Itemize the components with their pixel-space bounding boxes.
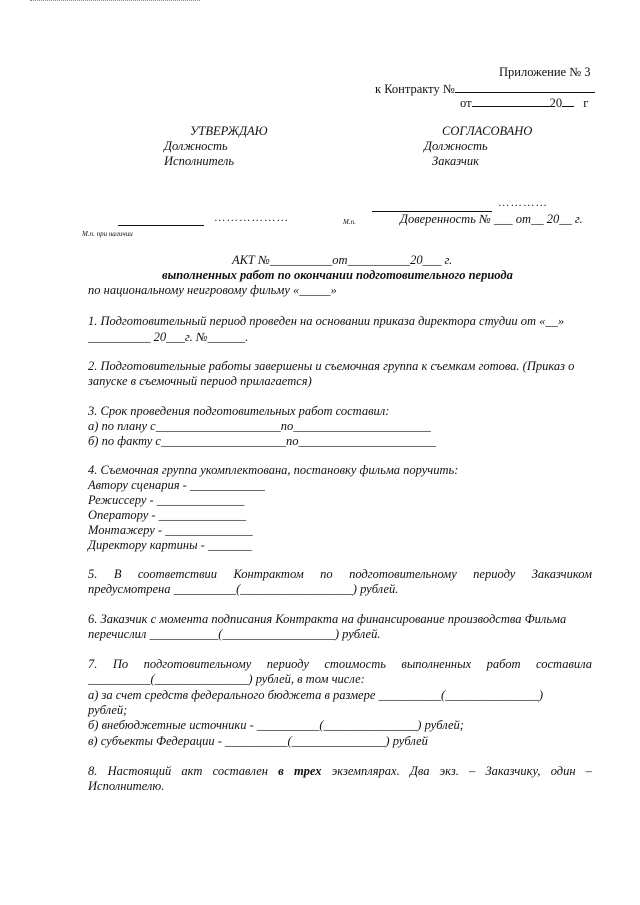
act-subtitle: выполненных работ по окончании подготовительного периода	[162, 268, 513, 282]
contract-date	[460, 95, 588, 111]
act-title: АКТ №__________от__________20___ г.	[232, 253, 453, 267]
contract-prefix: к Контракту №	[375, 82, 455, 96]
appendix-label: Приложение № 3	[499, 65, 591, 79]
item8-line2: Исполнителю.	[88, 779, 165, 793]
date-year-line	[562, 95, 574, 107]
contract-number-line	[455, 81, 595, 93]
item7-federal-cont: рублей;	[88, 703, 128, 717]
approve-signature-line	[118, 214, 204, 226]
approve-position: Должность	[164, 139, 228, 153]
item8-line1	[88, 764, 592, 779]
item3-heading: 3. Срок проведения подготовительных работ составил:	[88, 404, 390, 418]
item8-bold-three: трех	[293, 764, 322, 778]
item1-line1: 1. Подготовительный период проведен на основании приказа директора студии от «__»	[88, 314, 565, 328]
item3-fact: б) по факту с____________________по______________________	[88, 434, 436, 448]
agree-party: Заказчик	[432, 154, 479, 168]
item7-line1: 7. По подготовительному периоду стоимость выполненных работ составила	[88, 657, 592, 671]
item7-extrabudget: б) внебюджетные источники - __________(_______________) рублей;	[88, 718, 464, 732]
item7-regions: в) субъекты Федерации - __________(_______________) рублей	[88, 734, 428, 748]
power-of-attorney: Доверенность № ___ от__ 20__ г.	[400, 212, 583, 226]
item5-line2: предусмотрена __________(__________________) рублей.	[88, 582, 399, 596]
date-day-line	[472, 95, 550, 107]
item8-text-pre: 8. Настоящий акт составлен	[88, 764, 279, 778]
approve-title: УТВЕРЖДАЮ	[190, 124, 268, 138]
item7-federal: а) за счет средств федерального бюджета в размере __________(_______________)	[88, 688, 544, 702]
agree-signature-line	[372, 200, 492, 212]
item3-plan: а) по плану с____________________по______________________	[88, 419, 431, 433]
item4-heading: 4. Съемочная группа укомплектована, постановку фильма поручить:	[88, 463, 459, 477]
scan-top-rule	[30, 0, 200, 1]
approve-name-dots: ………………	[214, 212, 289, 224]
item2-line1: 2. Подготовительные работы завершены и съемочная группа к съемкам готова. (Приказ о	[88, 359, 575, 373]
agree-position: Должность	[424, 139, 488, 153]
item6-line1: 6. Заказчик с момента подписания Контракта на финансирование производства Фильма	[88, 612, 567, 626]
item6-line2: перечислил ___________(__________________) рублей.	[88, 627, 381, 641]
approve-seal-note: М.п. при наличии	[82, 230, 133, 238]
item5-line1: 5. В соответствии Контрактом по подготовительному периоду Заказчиком	[88, 567, 592, 581]
date-from-label: от	[460, 96, 472, 110]
agree-seal: М.п.	[343, 218, 356, 226]
item8-bold-in: в	[278, 764, 284, 778]
item2-line2: запуске в съемочный период прилагается)	[88, 374, 312, 388]
item4-editor: Монтажеру - ______________	[88, 523, 253, 537]
agree-title: СОГЛАСОВАНО	[442, 124, 533, 138]
item8-text-post: экземплярах. Два экз. – Заказчику, один –	[321, 764, 592, 778]
item1-line2: __________ 20___г. №______.	[88, 330, 249, 344]
item4-picture-director: Директору картины - _______	[88, 538, 252, 552]
date-year-label: 20	[549, 96, 563, 110]
approve-party: Исполнитель	[164, 154, 235, 168]
act-subtitle-film: по национальному неигровому фильму «_____»	[88, 283, 337, 297]
agree-name-dots: …………	[498, 197, 548, 209]
item4-operator: Оператору - ______________	[88, 508, 247, 522]
item7-line2: __________(_______________) рублей, в том числе:	[88, 672, 365, 686]
date-suffix-label: г	[583, 96, 589, 110]
item4-author: Автору сценария - ____________	[88, 478, 265, 492]
item4-director: Режиссеру - ______________	[88, 493, 245, 507]
